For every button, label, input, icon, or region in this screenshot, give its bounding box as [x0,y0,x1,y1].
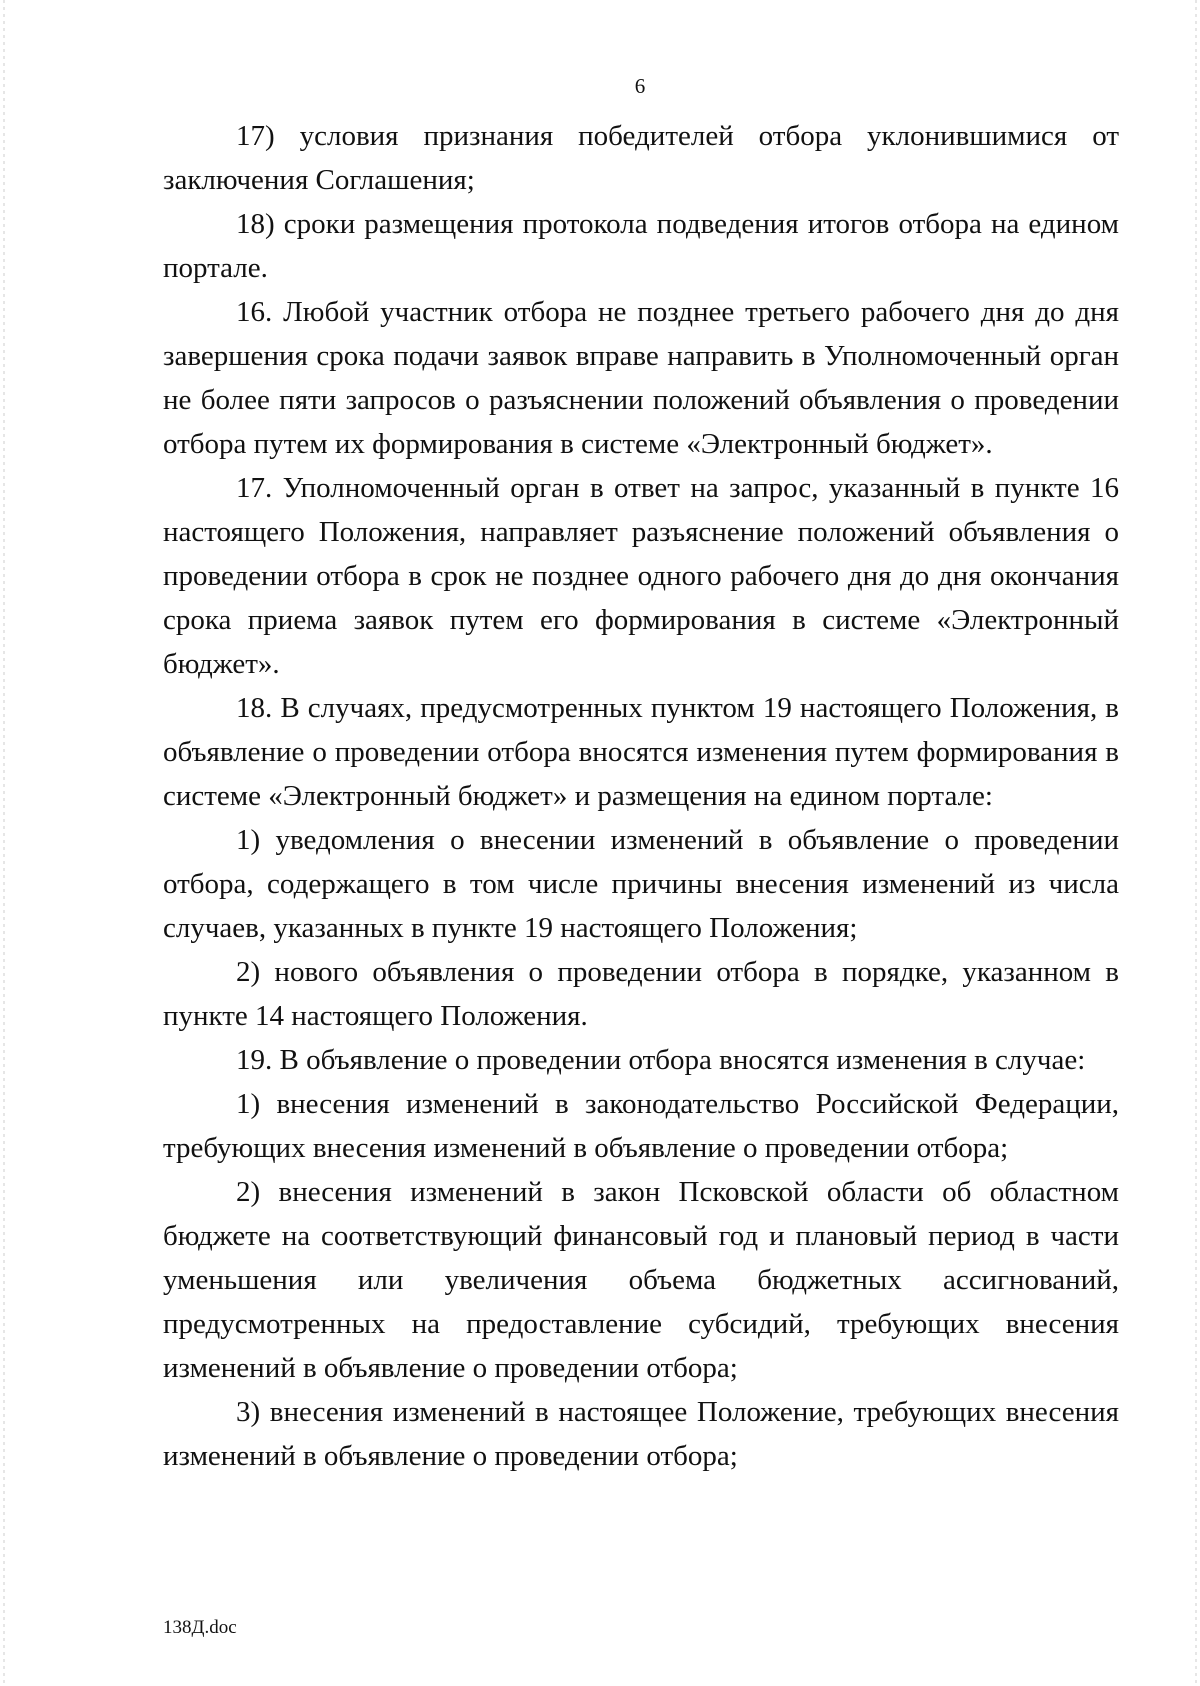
scan-left-edge [3,0,5,1686]
paragraph-clause-19-item-1: 1) внесения изменений в законодательство Российской Федерации, требующих внесения изменений в объявление о проведении отбора; [163,1088,1119,1164]
paragraph-clause-19-item-2: 2) внесения изменений в закон Псковской области об областном бюджете на соответствующий финансовый год и плановый период в части уменьшения или увеличения объема бюджетных ассигнований, предусмотренных на предоставление субсидий, требующих внесения изменений в объявление о проведении отбора; [163,1176,1119,1384]
paragraph-clause-19-item-3: 3) внесения изменений в настоящее Положение, требующих внесения изменений в объявление о проведении отбора; [163,1396,1119,1472]
paragraph-clause-19: 19. В объявление о проведении отбора вносятся изменения в случае: [236,1044,1086,1076]
paragraph-clause-18-item-1: 1) уведомления о внесении изменений в объявление о проведении отбора, содержащего в том числе причины внесения изменений из числа случаев, указанных в пункте 19 настоящего Положения; [163,824,1119,944]
paragraph-item-18: 18) сроки размещения протокола подведения итогов отбора на едином портале. [163,208,1119,284]
paragraph-clause-16: 16. Любой участник отбора не позднее третьего рабочего дня до дня завершения срока подачи заявок вправе направить в Уполномоченный орган не более пяти запросов о разъяснении положений объявления о проведении отбора путем их формирования в системе «Электронный бюджет». [163,296,1119,460]
page-number: 6 [634,74,646,98]
scan-right-edge [1195,0,1197,1686]
paragraph-clause-18-item-2: 2) нового объявления о проведении отбора в порядке, указанном в пункте 14 настоящего Положения. [163,956,1119,1032]
document-body [163,114,1119,1478]
paragraph-item-17: 17) условия признания победителей отбора уклонившимися от заключения Соглашения; [163,120,1119,196]
paragraph-clause-17: 17. Уполномоченный орган в ответ на запрос, указанный в пункте 16 настоящего Положения, направляет разъяснение положений объявления о проведении отбора в срок не позднее одного рабочего дня до дня окончания срока приема заявок путем его формирования в системе «Электронный бюджет». [163,472,1119,680]
footer-filename: 138Д.doc [163,1617,237,1638]
paragraph-clause-18: 18. В случаях, предусмотренных пунктом 19 настоящего Положения, в объявление о проведении отбора вносятся изменения путем формирования в системе «Электронный бюджет» и размещения на едином портале: [163,692,1119,812]
